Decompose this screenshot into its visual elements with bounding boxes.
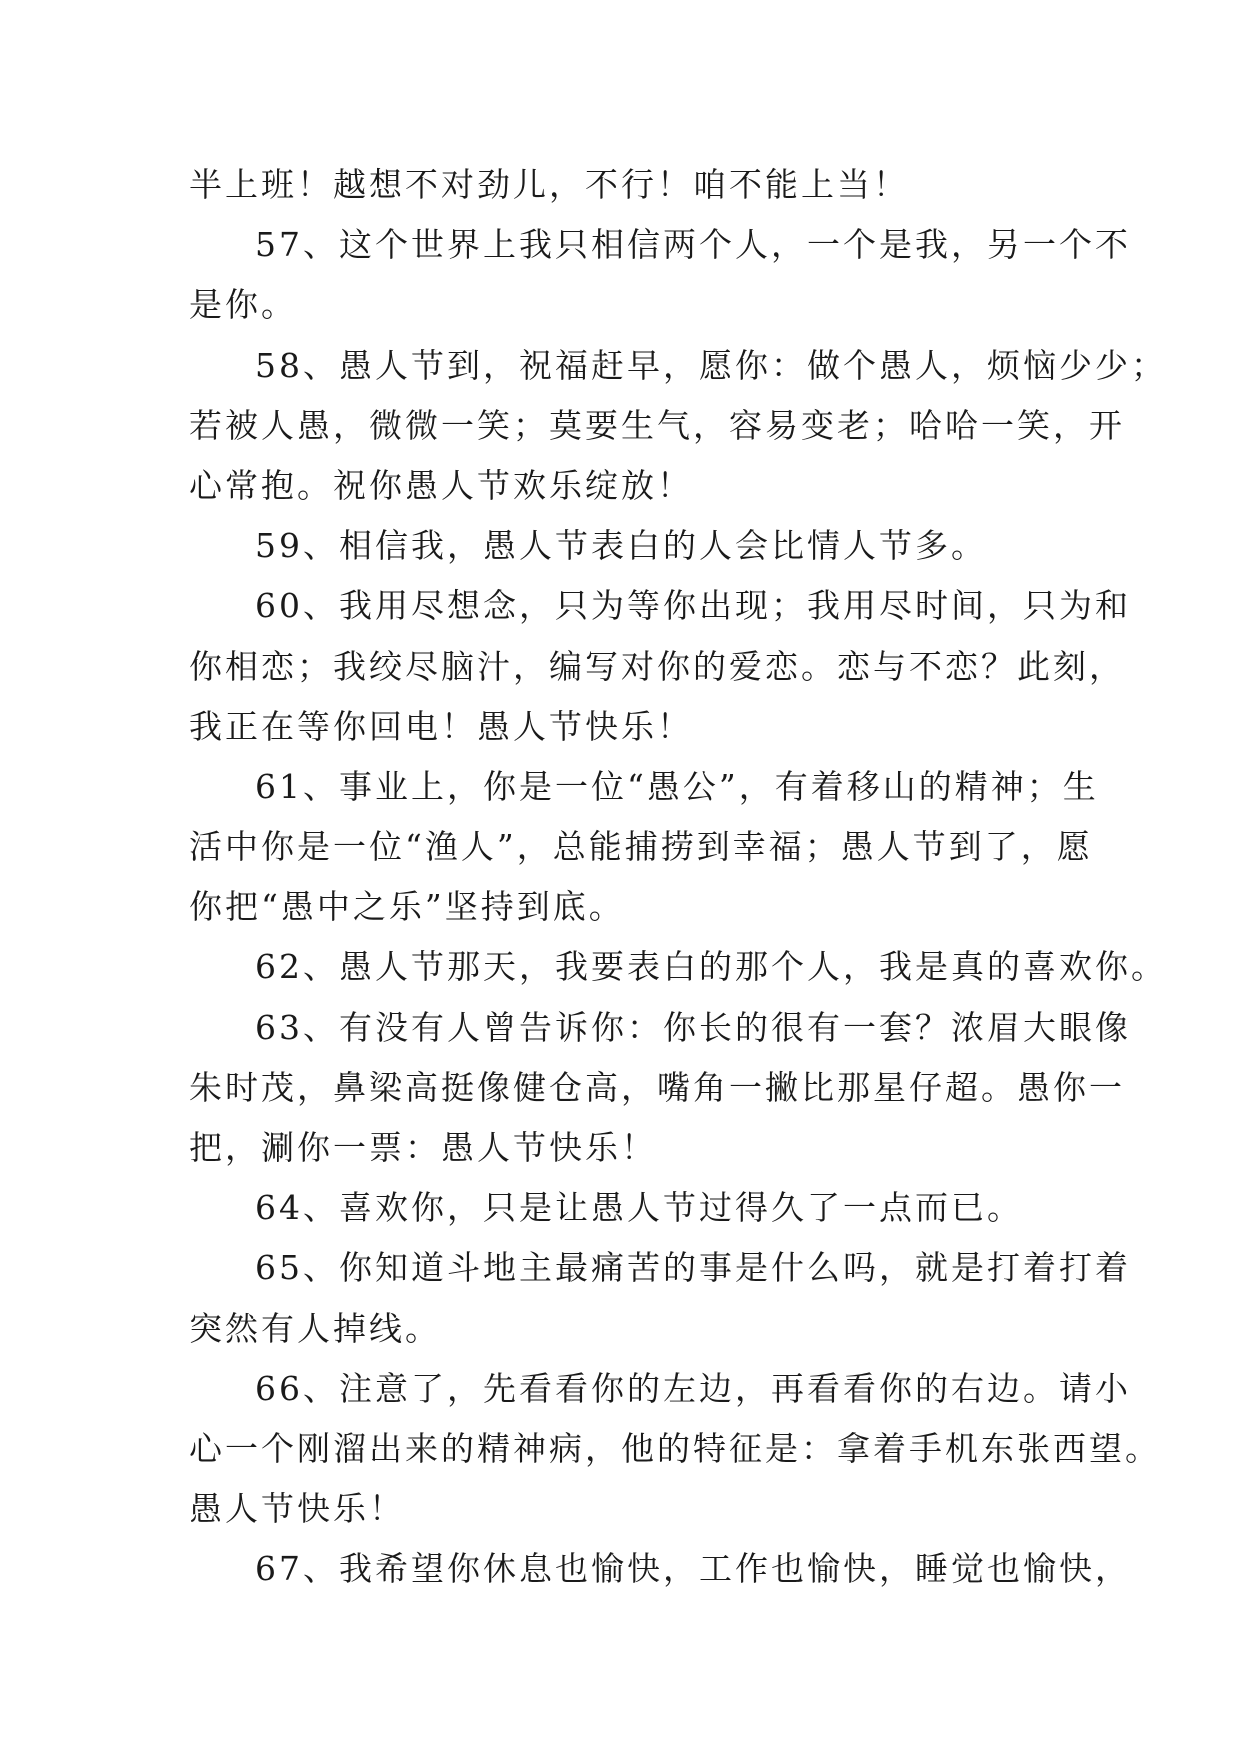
text-line: 你相恋；我绞尽脑汁，编写对你的爱恋。恋与不恋？此刻， [189, 646, 1125, 686]
text-line: 你把“愚中之乐”坚持到底。 [189, 887, 625, 927]
text-line: 58、愚人节到，祝福赶早，愿你：做个愚人，烦恼少少； [255, 345, 1167, 385]
document-body [189, 155, 1167, 1600]
text-line: 62、愚人节那天，我要表白的那个人，我是真的喜欢你。 [255, 947, 1167, 987]
text-line: 是你。 [189, 285, 297, 325]
text-line: 心一个刚溜出来的精神病，他的特征是：拿着手机东张西望。 [189, 1428, 1161, 1468]
text-line: 愚人节快乐！ [189, 1489, 405, 1529]
text-line: 66、注意了，先看看你的左边，再看看你的右边。请小 [255, 1368, 1131, 1408]
text-line: 活中你是一位“渔人”，总能捕捞到幸福；愚人节到了，愿 [189, 827, 1093, 867]
text-line: 67、我希望你休息也愉快，工作也愉快，睡觉也愉快， [255, 1549, 1131, 1589]
text-line: 61、事业上，你是一位“愚公”，有着移山的精神；生 [255, 766, 1099, 806]
text-line: 63、有没有人曾告诉你：你长的很有一套？浓眉大眼像 [255, 1007, 1131, 1047]
text-line: 64、喜欢你，只是让愚人节过得久了一点而已。 [255, 1188, 1023, 1228]
text-line: 心常抱。祝你愚人节欢乐绽放！ [189, 465, 693, 505]
text-line: 把，涮你一票：愚人节快乐！ [189, 1128, 657, 1167]
text-line: 59、相信我，愚人节表白的人会比情人节多。 [255, 526, 987, 566]
text-line: 我正在等你回电！愚人节快乐！ [189, 706, 693, 746]
text-line: 若被人愚，微微一笑；莫要生气，容易变老；哈哈一笑，开 [189, 405, 1125, 445]
text-line: 朱时茂，鼻梁高挺像健仓高，嘴角一撇比那星仔超。愚你一 [189, 1067, 1125, 1107]
text-line: 突然有人掉线。 [189, 1308, 441, 1348]
text-line: 65、你知道斗地主最痛苦的事是什么吗，就是打着打着 [255, 1248, 1131, 1288]
text-line: 半上班！越想不对劲儿，不行！咱不能上当！ [189, 165, 909, 204]
text-line: 60、我用尽想念，只为等你出现；我用尽时间，只为和 [255, 586, 1131, 626]
text-line: 57、这个世界上我只相信两个人，一个是我，另一个不 [255, 225, 1131, 265]
